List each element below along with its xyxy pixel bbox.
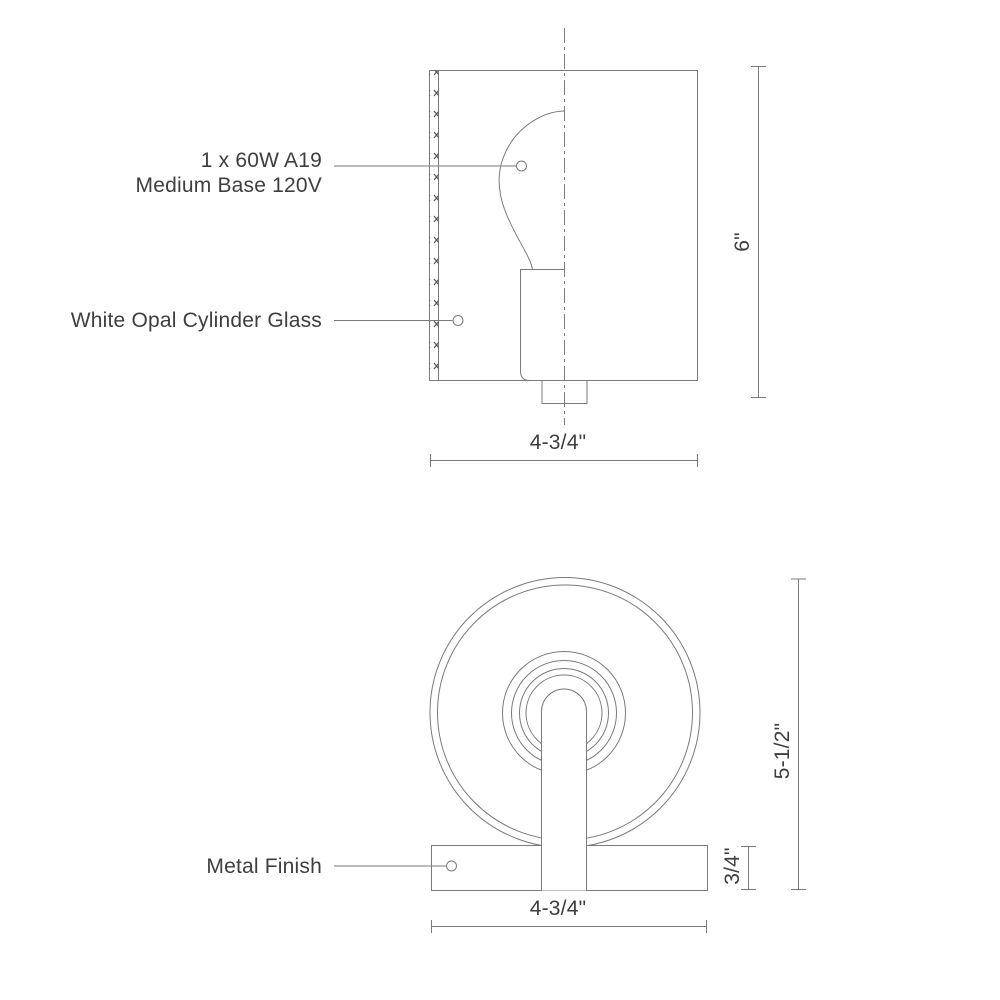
- lamp-label-line2: Medium Base 120V: [135, 174, 322, 197]
- finish-leader-dot: [447, 861, 457, 871]
- bulb-outline: [499, 111, 564, 270]
- arm-outline: [542, 689, 587, 891]
- glass-label: White Opal Cylinder Glass: [70, 309, 322, 332]
- glass-leader-dot: [453, 316, 463, 326]
- front-view-text: [71, 149, 754, 454]
- side-height-dim-text: 5-1/2": [771, 722, 794, 780]
- backplate-dim-text: 3/4": [721, 847, 744, 885]
- glass-outline: [430, 71, 698, 381]
- glass-hatch: [430, 71, 439, 381]
- front-height-dim-text: 6": [731, 232, 754, 252]
- front-view: [334, 28, 766, 467]
- finish-label: Metal Finish: [206, 855, 322, 878]
- socket-outline: [521, 270, 565, 381]
- lamp-leader-dot: [517, 161, 527, 171]
- front-width-dim-text: 4-3/4": [529, 431, 587, 454]
- lamp-label-line1: 1 x 60W A19: [200, 149, 322, 172]
- side-width-dim-text: 4-3/4": [529, 897, 587, 920]
